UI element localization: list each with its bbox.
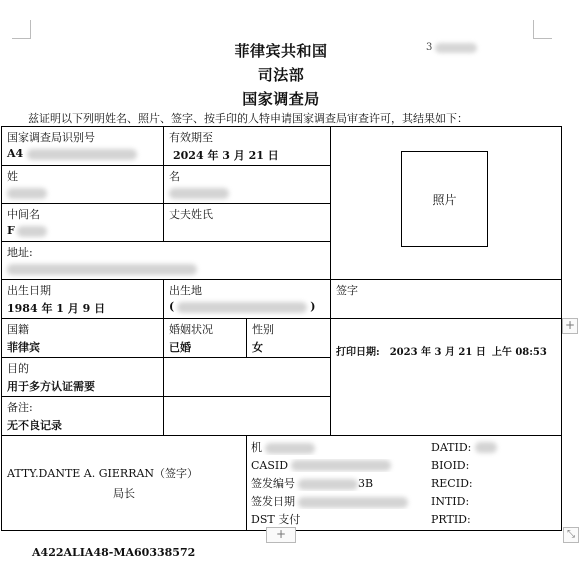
civil-status-cell — [164, 319, 247, 358]
add-row-button[interactable]: + — [266, 527, 296, 543]
redacted-issue-no — [298, 479, 358, 490]
signature-label: 签字 — [336, 284, 359, 297]
redacted-given-name — [169, 188, 229, 199]
meta-row-issue-date — [251, 492, 557, 510]
middle-name-label: 中间名 — [7, 208, 40, 221]
address-label: 地址: — [7, 246, 33, 259]
bioid-label: BIOID: — [431, 458, 470, 472]
given-name-value — [169, 186, 325, 199]
print-date-label: 打印日期: — [336, 347, 380, 358]
remarks-value: 无不良记录 — [7, 419, 62, 432]
remarks-label: 备注: — [7, 401, 33, 414]
redacted-address — [7, 264, 197, 275]
dst-label: DST 支付 — [251, 513, 301, 526]
nbi-id-label: 国家调查局识别号 — [7, 131, 95, 144]
gender-cell — [247, 319, 331, 358]
add-column-button[interactable]: + — [562, 318, 578, 334]
address-value — [7, 262, 325, 275]
photo-label: 照片 — [432, 192, 457, 207]
nbi-id-value: A4 — [7, 147, 158, 160]
redacted-machine — [265, 443, 315, 454]
middle-name-cell — [2, 204, 164, 242]
civil-status-label: 婚姻状况 — [169, 323, 213, 336]
valid-until-value: 2024 年 3 月 21 日 — [173, 149, 279, 162]
intid-label: INTID: — [431, 494, 470, 508]
remarks-extra-cell — [164, 397, 331, 436]
birth-place-value: ( ) — [169, 300, 316, 313]
document-number-prefix: 3 — [426, 42, 433, 53]
husband-surname-cell — [164, 204, 331, 242]
redacted-document-number — [435, 43, 477, 53]
redacted-issue-date — [298, 497, 408, 508]
given-name-cell — [164, 166, 331, 204]
birth-date-label: 出生日期 — [7, 284, 51, 297]
clearance-form-table — [1, 126, 562, 531]
print-time-value: 上午 08:53 — [491, 347, 547, 358]
redacted-datid — [475, 442, 497, 453]
recid-label: RECID: — [431, 476, 473, 490]
meta-row-issue-no — [251, 474, 557, 492]
redacted-birth-place — [177, 302, 307, 313]
intro-statement: 兹证明以下列明姓名、照片、签字、按手印的人特申请国家调查局审查许可，其结果如下： — [28, 112, 468, 125]
photo-area — [331, 127, 562, 280]
footer-reference-code: A422ALIA48-MA60338572 — [32, 546, 196, 559]
surname-value — [7, 186, 158, 199]
issue-no-label: 签发编号 — [251, 477, 295, 490]
valid-until-label: 有效期至 — [169, 131, 213, 144]
official-title: 局长 — [113, 487, 135, 500]
birth-place-cell — [164, 280, 331, 319]
official-name: ATTY.DANTE A. GIERRAN（签字） — [7, 467, 199, 480]
signature-cell — [331, 280, 562, 319]
redacted-middle-name — [17, 226, 47, 237]
middle-name-value: F — [7, 224, 158, 237]
machine-label: 机 — [251, 441, 262, 454]
photo-placeholder — [401, 151, 488, 247]
nationality-value: 菲律宾 — [7, 341, 40, 354]
birth-place-label: 出生地 — [169, 284, 202, 297]
official-cell — [2, 436, 247, 531]
bureau-title: 国家调查局 — [242, 90, 320, 108]
page-corner-top-right — [533, 20, 552, 39]
print-date-value: 2023 年 3 月 21 日 — [389, 347, 486, 358]
meta-row-dst — [251, 510, 557, 528]
civil-status-value: 已婚 — [169, 341, 191, 354]
print-date-cell — [331, 319, 562, 436]
husband-surname-label: 丈夫姓氏 — [169, 208, 213, 221]
gender-value: 女 — [252, 341, 263, 354]
prtid-label: PRTID: — [431, 512, 471, 526]
birth-date-cell — [2, 280, 164, 319]
purpose-cell — [2, 358, 164, 397]
redacted-nbi-id — [27, 149, 137, 160]
issue-date-label: 签发日期 — [251, 495, 295, 508]
datid-label: DATID: — [431, 440, 472, 454]
table-resize-handle[interactable]: ⤡ — [563, 527, 579, 543]
casid-label: CASID — [251, 458, 289, 472]
meta-row-casid — [251, 456, 557, 474]
department-title: 司法部 — [257, 66, 305, 84]
purpose-extra-cell — [164, 358, 331, 397]
nbi-id-cell — [2, 127, 164, 166]
given-name-label: 名 — [169, 170, 180, 183]
redacted-surname — [7, 188, 47, 199]
birth-date-value: 1984 年 1 月 9 日 — [7, 302, 106, 315]
page-corner-top-left — [12, 20, 31, 39]
nationality-label: 国籍 — [7, 323, 29, 336]
meta-row-machine — [251, 438, 557, 456]
issue-no-suffix: 3B — [358, 477, 374, 490]
country-title: 菲律宾共和国 — [234, 42, 328, 60]
metadata-cell — [247, 436, 562, 531]
document-number — [426, 42, 477, 53]
remarks-cell — [2, 397, 164, 436]
gender-label: 性别 — [252, 323, 274, 336]
valid-until-cell — [164, 127, 331, 166]
redacted-casid — [291, 460, 391, 471]
surname-label: 姓 — [7, 170, 18, 183]
address-cell — [2, 242, 331, 280]
purpose-value: 用于多方认证需要 — [7, 380, 95, 393]
surname-cell — [2, 166, 164, 204]
purpose-label: 目的 — [7, 362, 29, 375]
nationality-cell — [2, 319, 164, 358]
